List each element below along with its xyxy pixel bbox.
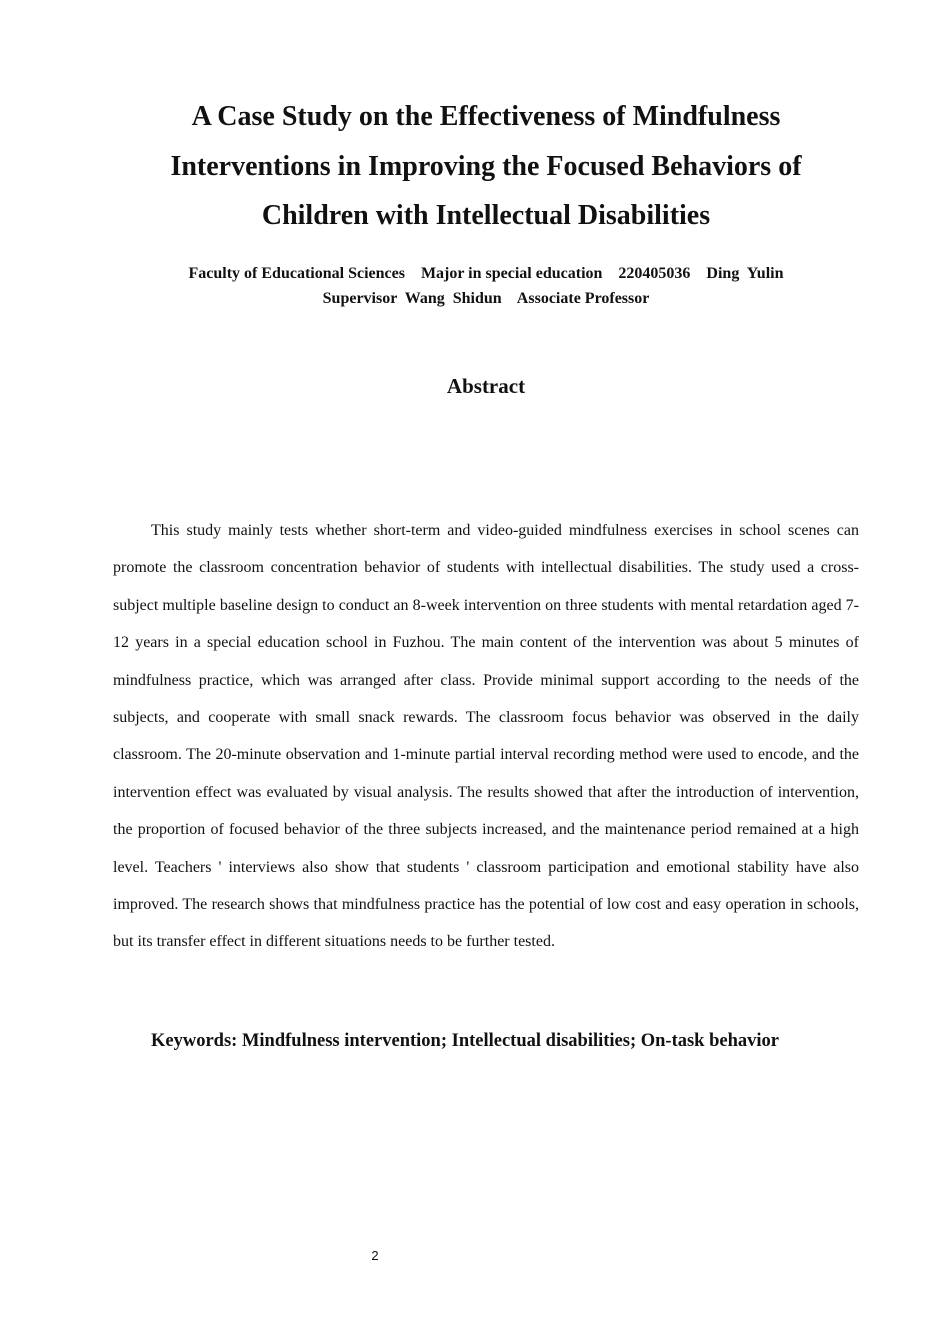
abstract-body: This study mainly tests whether short-term and video-guided mindfulness exercises in school scenes can promote the classroom concentration behavior of students with intellectual disabilities. The study used a cross-subject multiple baseline design to conduct an 8-week intervention on three students with mental retardation aged 7-12 years in a special education school in Fuzhou. The main content of the intervention was about 5 minutes of mindfulness practice, which was arranged after class. Provide minimal support according to the needs of the subjects, and cooperate with small snack rewards. The classroom focus behavior was observed in the daily classroom. The 20-minute observation and 1-minute partial interval recording method were used to encode, and the intervention effect was evaluated by visual analysis. The results showed that after the introduction of intervention, the proportion of focused behavior of the three subjects increased, and the maintenance period remained at a high level. Teachers ' interviews also show that students ' classroom participation and emotional stability have also improved. The research shows that mindfulness practice has the potential of low cost and easy operation in schools, but its transfer effect in different situations needs to be further tested. — [113, 522, 859, 951]
author-affiliation-line: Faculty of Educational Sciences Major in special education 220405036 Ding Yulin — [188, 265, 784, 282]
title-line-3: Children with Intellectual Disabilities — [261, 200, 711, 231]
title-line-2: Interventions in Improving the Focused Behaviors of — [170, 150, 802, 182]
abstract-heading: Abstract — [446, 374, 526, 398]
page-number: 2 — [371, 1248, 379, 1263]
supervisor-line: Supervisor Wang Shidun Associate Professor — [322, 290, 650, 307]
title-line-1: A Case Study on the Effectiveness of Mindfulness — [191, 101, 781, 132]
paper-title — [113, 92, 859, 241]
keywords: Keywords: Mindfulness intervention; Intellectual disabilities; On-task behavior — [151, 1031, 779, 1051]
